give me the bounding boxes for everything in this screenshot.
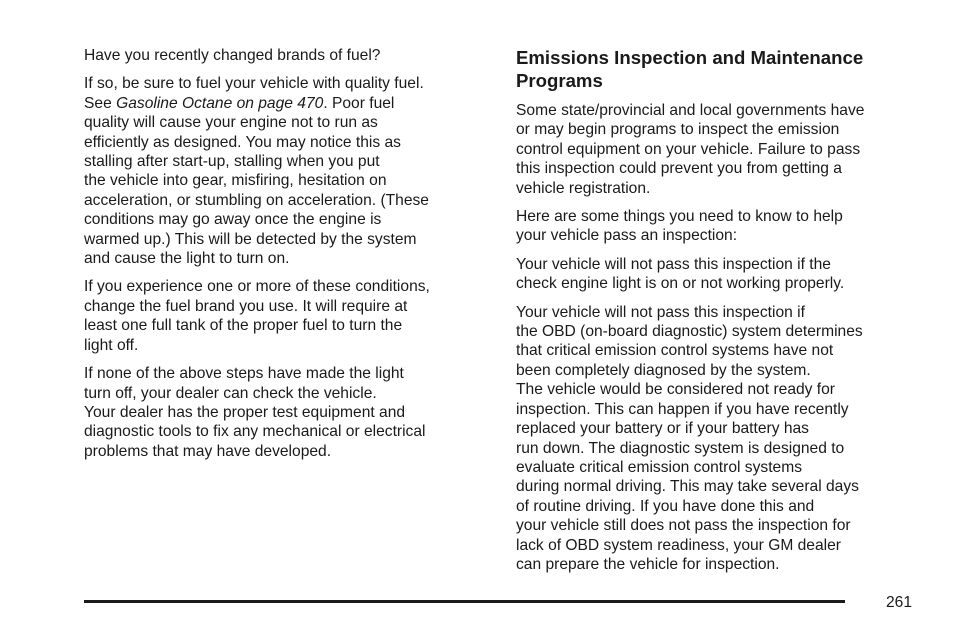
footer-rule: [84, 600, 845, 603]
text-line: lack of OBD system readiness, your GM dealer: [516, 536, 841, 554]
page-number: 261: [886, 594, 913, 611]
text-line: If you experience one or more of these conditions,: [84, 278, 430, 296]
right-column: [516, 46, 916, 583]
text-line: inspection. This can happen if you have recently: [516, 400, 849, 418]
text-line: quality will cause your engine not to run as: [84, 114, 378, 132]
text-line: conditions may go away once the engine is: [84, 211, 382, 229]
paragraph-fuel-question: Have you recently changed brands of fuel?: [84, 47, 381, 64]
text-line: change the fuel brand you use. It will require at: [84, 297, 408, 315]
text-line: during normal driving. This may take several days: [516, 478, 859, 496]
text-line: stalling after start-up, stalling when you put: [84, 153, 380, 171]
text-line: Your vehicle will not pass this inspection if the: [516, 255, 831, 273]
text-line: the vehicle into gear, misfiring, hesitation on: [84, 172, 387, 190]
text-line: light off.: [84, 336, 139, 354]
text-line: warmed up.) This will be detected by the system: [84, 230, 417, 248]
see-text: See: [84, 94, 117, 112]
text-line: check engine light is on or not working properly.: [516, 275, 845, 293]
text-line: that critical emission control systems have not: [516, 342, 834, 360]
cross-reference-link[interactable]: Gasoline Octane on page 470: [116, 94, 324, 112]
text-line: vehicle registration.: [516, 179, 651, 197]
text-line: efficiently as designed. You may notice this as: [84, 133, 401, 151]
paragraph-quality-fuel: [84, 74, 484, 268]
text-line: this inspection could prevent you from getting a: [516, 160, 842, 178]
text-line: evaluate critical emission control systems: [516, 458, 802, 476]
text-line: least one full tank of the proper fuel to turn the: [84, 317, 403, 335]
heading-line: Emissions Inspection and Maintenance: [516, 47, 864, 68]
text-line: Your dealer has the proper test equipment and: [84, 403, 406, 421]
text-line: your vehicle still does not pass the inspection for: [516, 517, 851, 535]
text-line: Your vehicle will not pass this inspection if: [516, 303, 805, 321]
text-line: can prepare the vehicle for inspection.: [516, 555, 780, 573]
text-line: The vehicle would be considered not ready for: [516, 381, 835, 399]
paragraph-check-engine-light: [516, 255, 916, 294]
paragraph-change-brand: [84, 277, 484, 355]
text-line: your vehicle pass an inspection:: [516, 227, 738, 245]
section-heading: [516, 46, 916, 92]
text-line: acceleration, or stumbling on acceleration. (These: [84, 191, 429, 209]
text-line: Some state/provincial and local governments have: [516, 102, 865, 119]
paragraph-programs: [516, 101, 916, 198]
text-line: of routine driving. If you have done this and: [516, 497, 815, 515]
text-line: control equipment on your vehicle. Failure to pass: [516, 140, 861, 158]
text-fragment: . Poor fuel: [323, 94, 395, 112]
heading-line: Programs: [516, 70, 603, 91]
left-column: [84, 46, 484, 470]
text-line: problems that may have developed.: [84, 442, 332, 460]
text-line: been completely diagnosed by the system.: [516, 361, 811, 379]
text-line: If none of the above steps have made the light: [84, 365, 404, 383]
text-line: or may begin programs to inspect the emission: [516, 121, 840, 139]
text-line: turn off, your dealer can check the vehicle.: [84, 384, 377, 402]
text-line: replaced your battery or if your battery has: [516, 420, 809, 438]
paragraph-dealer-check: [84, 364, 484, 461]
text-line: If so, be sure to fuel your vehicle with quality fuel.: [84, 75, 424, 93]
text-line: Here are some things you need to know to help: [516, 208, 843, 226]
paragraph-obd-readiness: [516, 303, 916, 575]
text-line: and cause the light to turn on.: [84, 250, 290, 268]
paragraph-things-to-know: [516, 207, 916, 246]
text-line-with-reference: [84, 94, 484, 113]
text-line: run down. The diagnostic system is designed to: [516, 439, 845, 457]
text-line: diagnostic tools to fix any mechanical or electrical: [84, 423, 426, 441]
text-line: the OBD (on-board diagnostic) system determines: [516, 323, 863, 341]
